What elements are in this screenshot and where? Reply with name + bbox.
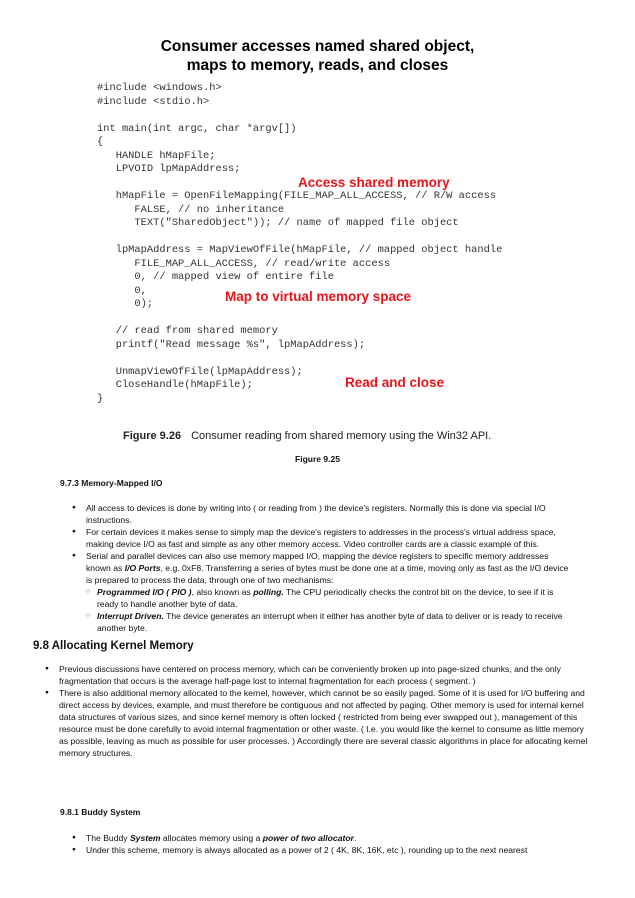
sub-list-item: ○ Programmed I/O ( PIO ), also known as polling. The CPU periodically checks the control bit on the device, to see if it is ready to handle another byte of data. xyxy=(86,586,572,610)
figure-caption-text: Consumer reading from shared memory using the Win32 API. xyxy=(191,430,492,442)
list-item: ● Serial and parallel devices can also use memory mapped I/O, mapping the device registers to specific memory addresses known as I/O Ports, e.g. 0xF8. Transferring a series of bytes must be done one at a time, moving only as fast as the I/O device is prepared to process the data, through one of two mechanisms: ○ Programmed I/O ( PIO ), also known as polling. The CPU periodically checks the control bit on the device, to see if it is ready to handle another byte of data. ○ Interrupt Driven. The device generates an interrupt when it either has another byte of data to deliver or is ready to receive another byte. xyxy=(72,550,572,634)
figure-caption-label: Figure 9.26 xyxy=(123,430,182,442)
callout-read-and-close: Read and close xyxy=(345,375,445,390)
figure-caption xyxy=(123,430,491,442)
section-9-8-list xyxy=(45,663,593,759)
list-item: ● Under this scheme, memory is always allocated as a power of 2 ( 4K, 8K, 16K, etc ), rounding up to the next nearest xyxy=(72,844,592,856)
list-item: ● The Buddy System allocates memory using a power of two allocator. xyxy=(72,832,592,844)
figure-label: Figure 9.25 xyxy=(295,454,340,464)
slide-title xyxy=(0,37,635,75)
section-heading-9-7-3: 9.7.3 Memory-Mapped I/O xyxy=(60,478,163,488)
slide-title-line2: maps to memory, reads, and closes xyxy=(186,57,449,74)
section-heading-9-8-1: 9.8.1 Buddy System xyxy=(60,807,141,817)
code-listing: #include <windows.h> #include <stdio.h> int main(int argc, char *argv[]) { HANDLE hMapFile; LPVOID lpMapAddress; hMapFile = OpenFileMapping(FILE_MAP_ALL_ACCESS, // R/W access FALSE, // no inheritance TEXT("SharedObject")); // name of mapped file object lpMapAddress = MapViewOfFile(hMapFile, // mapped object handle FILE_MAP_ALL_ACCESS, // read/write access 0, // mapped view of entire file 0, 0); // read from shared memory printf("Read message %s", lpMapAddress); UnmapViewOfFile(lpMapAddress); CloseHandle(hMapFile); } xyxy=(97,82,503,405)
section-9-7-3-list xyxy=(72,502,572,634)
sub-list xyxy=(86,586,572,634)
callout-access-shared-memory: Access shared memory xyxy=(298,175,450,190)
section-heading-9-8: 9.8 Allocating Kernel Memory xyxy=(33,640,194,652)
list-item: ● All access to devices is done by writing into ( or reading from ) the device's registers. Normally this is done via special I/O instructions. xyxy=(72,502,572,526)
list-item: ● For certain devices it makes sense to simply map the device's registers to addresses in the process's virtual address space, making device I/O as fast and simple as any other memory access. Video controller cards are a classic example of this. xyxy=(72,526,572,550)
section-9-8-1-list xyxy=(72,832,592,856)
list-item: ● Previous discussions have centered on process memory, which can be conveniently broken up into page-sized chunks, and the only fragmentation that occurs is the average half-page lost to internal fragmentation for each process ( segment. ) xyxy=(45,663,593,687)
list-item: ● There is also additional memory allocated to the kernel, however, which cannot be so easily paged. Some of it is used for I/O buffering and direct access by devices, example, and must therefore be contiguous and not affected by paging. Other memory is used for internal kernel data structures of various sizes, and since kernel memory is often locked ( restricted from being ever swapped out ), management of this resource must be done carefully to avoid internal fragmentation or other waste. ( I.e. you would like the kernel to consume as little memory as possible, leaving as much as possible for user processes. ) Accordingly there are several classic algorithms in place for allocating kernel memory structures. xyxy=(45,687,593,759)
callout-map-virtual-memory: Map to virtual memory space xyxy=(225,289,412,304)
slide-title-line1: Consumer accesses named shared object, xyxy=(160,38,475,55)
sub-list-item: ○ Interrupt Driven. The device generates an interrupt when it either has another byte of data to deliver or is ready to receive another byte. xyxy=(86,610,572,634)
